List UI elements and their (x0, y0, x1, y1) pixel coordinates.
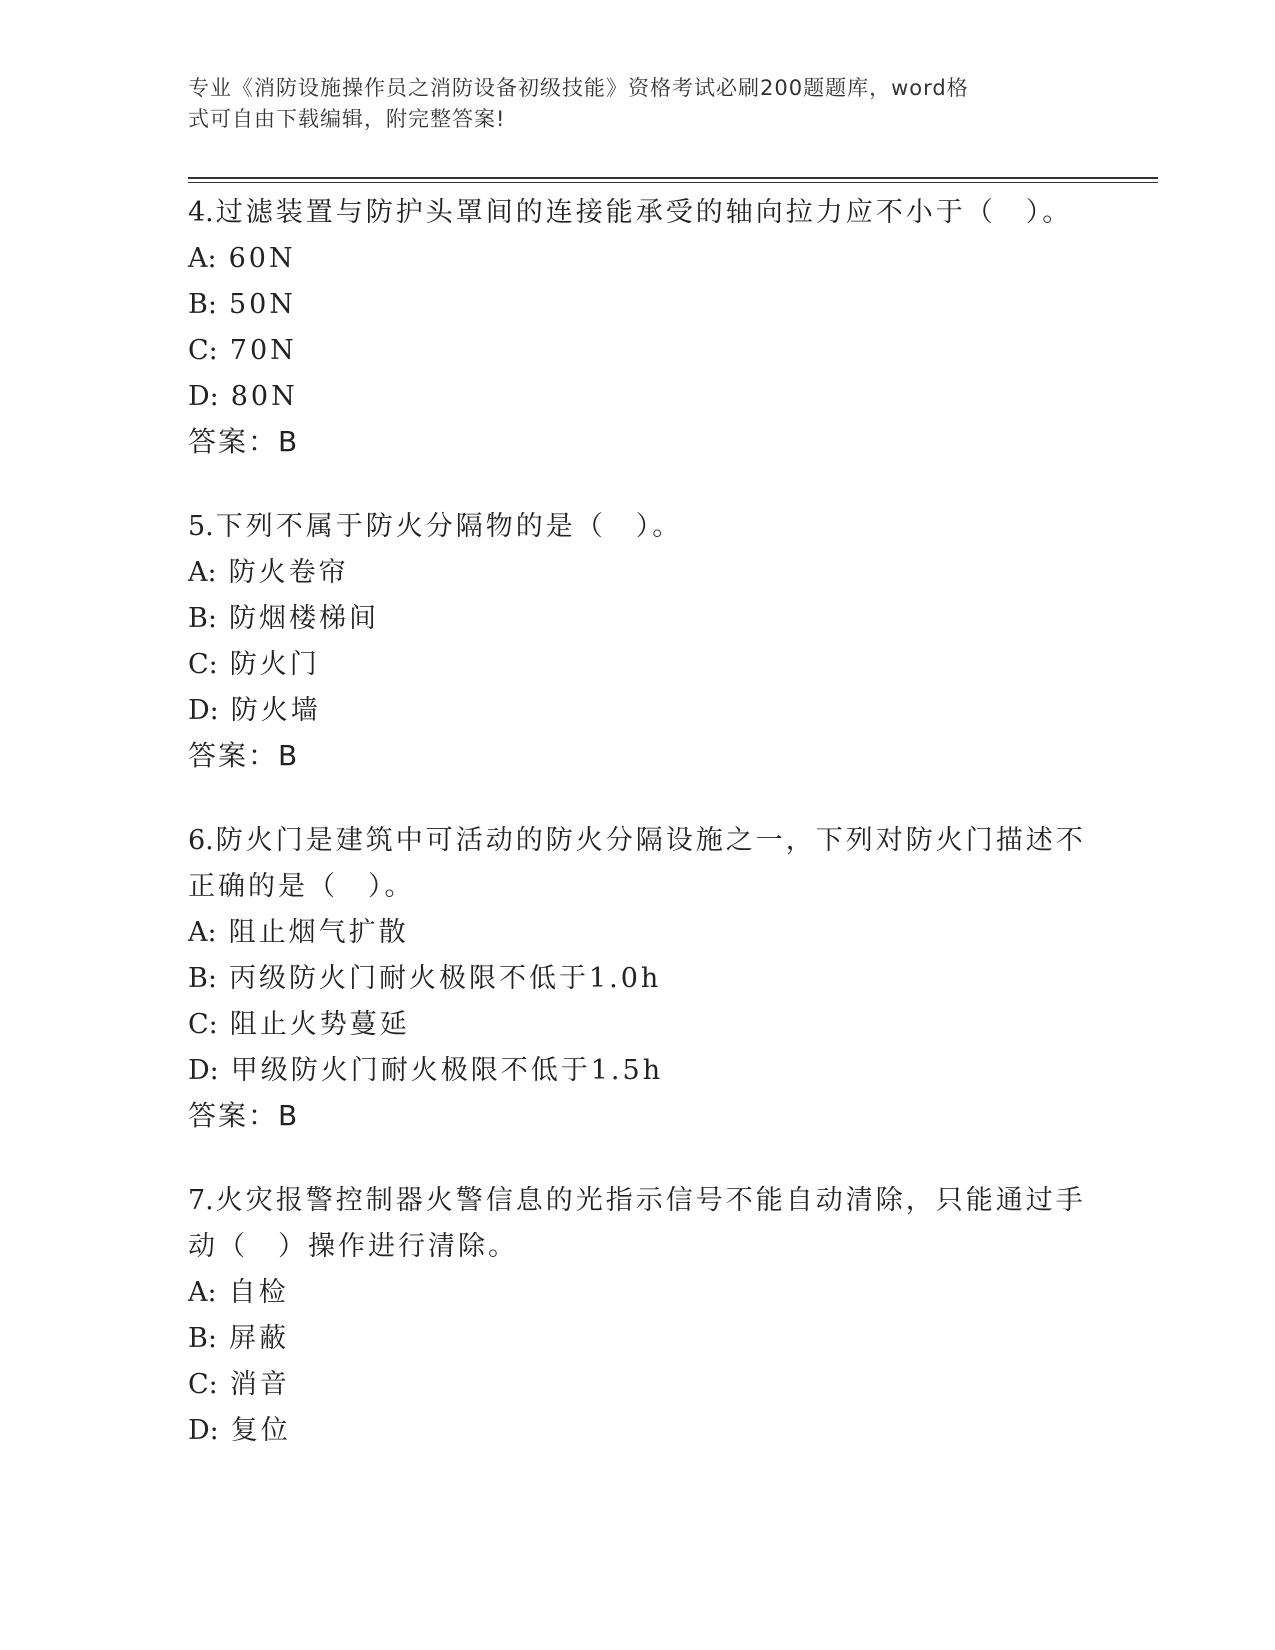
option-text: 防火门 (229, 649, 320, 680)
answer-value: B (278, 739, 298, 772)
option-letter: C: (188, 649, 218, 680)
option-c (188, 328, 1088, 374)
option-d (188, 374, 1088, 420)
option-letter: D: (188, 695, 219, 726)
answer-label: 答案： (188, 425, 279, 458)
option-letter: B: (188, 289, 217, 320)
option-text: 防火墙 (230, 695, 321, 726)
option-b (188, 596, 1088, 642)
option-letter: B: (188, 963, 217, 994)
answer-label: 答案： (188, 1099, 279, 1132)
option-d (188, 1048, 1088, 1094)
question-stem (188, 1178, 1088, 1270)
option-letter: C: (188, 1009, 218, 1040)
question-4 (188, 190, 1088, 464)
header-line-2: 式可自由下载编辑，附完整答案! (188, 107, 506, 131)
option-text: 防火卷帘 (228, 557, 349, 588)
option-letter: B: (188, 1323, 217, 1354)
option-c (188, 1002, 1088, 1048)
option-letter: D: (188, 381, 219, 412)
document-header (188, 73, 1068, 135)
option-text: 屏蔽 (228, 1323, 289, 1354)
option-text: 70N (229, 335, 297, 366)
question-stem (188, 190, 1088, 236)
option-letter: B: (188, 603, 217, 634)
question-6 (188, 818, 1088, 1138)
question-stem (188, 504, 1088, 550)
option-text: 自检 (228, 1277, 289, 1308)
header-divider-thin (188, 182, 1158, 183)
option-a (188, 550, 1088, 596)
answer-line (188, 734, 1088, 778)
question-number: 5. (188, 511, 214, 542)
option-c (188, 642, 1088, 688)
option-letter: C: (188, 1369, 218, 1400)
question-number: 6. (188, 825, 214, 856)
option-text: 丙级防火门耐火极限不低于1.0h (228, 963, 662, 994)
header-line-1: 专业《消防设施操作员之消防设备初级技能》资格考试必刷200题题库，word格 (188, 76, 969, 100)
question-text: 火灾报警控制器火警信息的光指示信号不能自动清除，只能通过手动（ ）操作进行清除。 (188, 1185, 1086, 1262)
option-text: 甲级防火门耐火极限不低于1.5h (230, 1055, 664, 1086)
answer-label: 答案： (188, 739, 279, 772)
option-letter: A: (188, 557, 217, 588)
option-text: 消音 (229, 1369, 290, 1400)
option-b (188, 1316, 1088, 1362)
option-letter: D: (188, 1055, 219, 1086)
question-text: 过滤装置与防护头罩间的连接能承受的轴向拉力应不小于（ ）。 (215, 197, 1073, 228)
answer-value: B (278, 1099, 298, 1132)
option-a (188, 236, 1088, 282)
question-text: 下列不属于防火分隔物的是（ ）。 (215, 511, 683, 542)
option-text: 50N (228, 289, 296, 320)
question-text: 防火门是建筑中可活动的防火分隔设施之一，下列对防火门描述不正确的是（ ）。 (188, 825, 1086, 902)
option-letter: A: (188, 243, 217, 274)
option-d (188, 1408, 1088, 1454)
option-a (188, 1270, 1088, 1316)
question-list (188, 190, 1088, 1494)
header-divider-thick (188, 177, 1158, 179)
option-text: 阻止烟气扩散 (228, 917, 409, 948)
option-letter: A: (188, 917, 217, 948)
option-text: 复位 (230, 1415, 291, 1446)
option-text: 阻止火势蔓延 (229, 1009, 410, 1040)
option-text: 防烟楼梯间 (228, 603, 379, 634)
option-text: 80N (230, 381, 298, 412)
question-number: 7. (188, 1185, 214, 1216)
option-letter: C: (188, 335, 218, 366)
question-stem (188, 818, 1088, 910)
option-text: 60N (228, 243, 296, 274)
question-number: 4. (188, 197, 214, 228)
option-a (188, 910, 1088, 956)
option-d (188, 688, 1088, 734)
question-5 (188, 504, 1088, 778)
answer-line (188, 420, 1088, 464)
option-letter: A: (188, 1277, 217, 1308)
answer-value: B (278, 425, 298, 458)
answer-line (188, 1094, 1088, 1138)
option-letter: D: (188, 1415, 219, 1446)
option-b (188, 282, 1088, 328)
question-7 (188, 1178, 1088, 1454)
option-c (188, 1362, 1088, 1408)
option-b (188, 956, 1088, 1002)
